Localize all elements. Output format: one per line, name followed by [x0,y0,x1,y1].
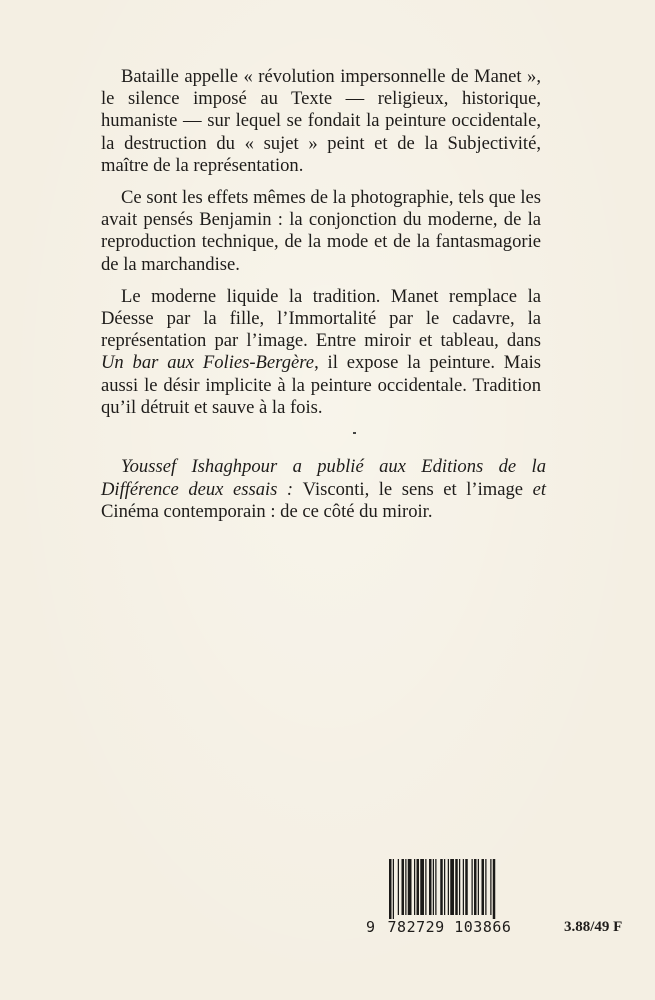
book-title-1: Visconti, le sens et l’image [302,478,524,500]
barcode-bar [405,859,406,915]
barcode-bar [420,859,424,915]
barcode-bar [478,859,479,915]
barcode-bar [408,859,412,915]
barcode-bar [450,859,454,915]
barcode-bar [490,859,491,915]
barcode-bar [429,859,432,915]
barcode-bar [425,859,426,915]
blurb-text [101,66,541,429]
author-note-conjunction: et [523,478,546,500]
barcode-bar [402,859,405,915]
barcode-bar [455,859,458,915]
isbn-number [366,918,546,936]
barcode-bar [398,859,399,915]
barcode-bar [444,859,445,915]
book-title-2: Cinéma contemporain : de ce côté du miroir. [101,501,433,522]
barcode-bar [463,859,464,915]
barcode-bar [414,859,415,915]
barcode-bar [493,859,496,919]
barcode-bar [485,859,486,915]
barcode-bar [433,859,434,915]
barcode-bar [448,859,449,915]
isbn-barcode [366,856,546,938]
author-note-intro: Youssef Ishaghpour a publié aux Editions de la Différence deux essais : [101,456,546,500]
barcode-bar [440,859,443,915]
barcode-bar [393,859,394,919]
barcode-bar [465,859,468,915]
separator-dot [353,432,356,434]
blurb-paragraph-3-start: Le moderne liquide la tradition. Manet remplace la Déesse par la fille, l’Immortalité par le cadavre, la représentation par l’image. Entre miroir et tableau, dans [101,285,541,352]
barcode-bars [387,859,537,919]
isbn-digits: 782729 103866 [387,918,512,936]
isbn-lead-digit: 9 [366,918,376,936]
barcode-bar [482,859,485,915]
barcode-bar [389,859,392,919]
blurb-paragraph-2: Ce sont les effets mêmes de la photographie, tels que les avait pensés Benjamin : la conjonction du moderne, de la reproduction technique, de la mode et de la fantasmagorie de la marchandise. [101,187,541,275]
blurb-paragraph-1: Bataille appelle « révolution impersonnelle de Manet », le silence imposé au Texte — religieux, historique, humaniste — sur lequel se fondait la peinture occidentale, la destruction du « sujet » peint et de la Subjectivité, maître de la représentation. [101,66,541,176]
blurb-paragraph-3 [101,286,541,419]
blurb-paragraph-3-end: , il expose la peinture. Mais aussi le désir implicite à la peinture occidentale. Tradition qu’il détruit et sauve à la fois. [101,352,541,418]
painting-title: Un bar aux Folies-Bergère [101,352,315,374]
author-note [101,456,546,524]
barcode-bar [474,859,477,915]
barcode-bar [435,859,436,915]
barcode-bar [459,859,460,915]
price-code: 3.88/49 F [564,919,623,935]
barcode-bar [417,859,420,915]
barcode-bar [472,859,473,915]
